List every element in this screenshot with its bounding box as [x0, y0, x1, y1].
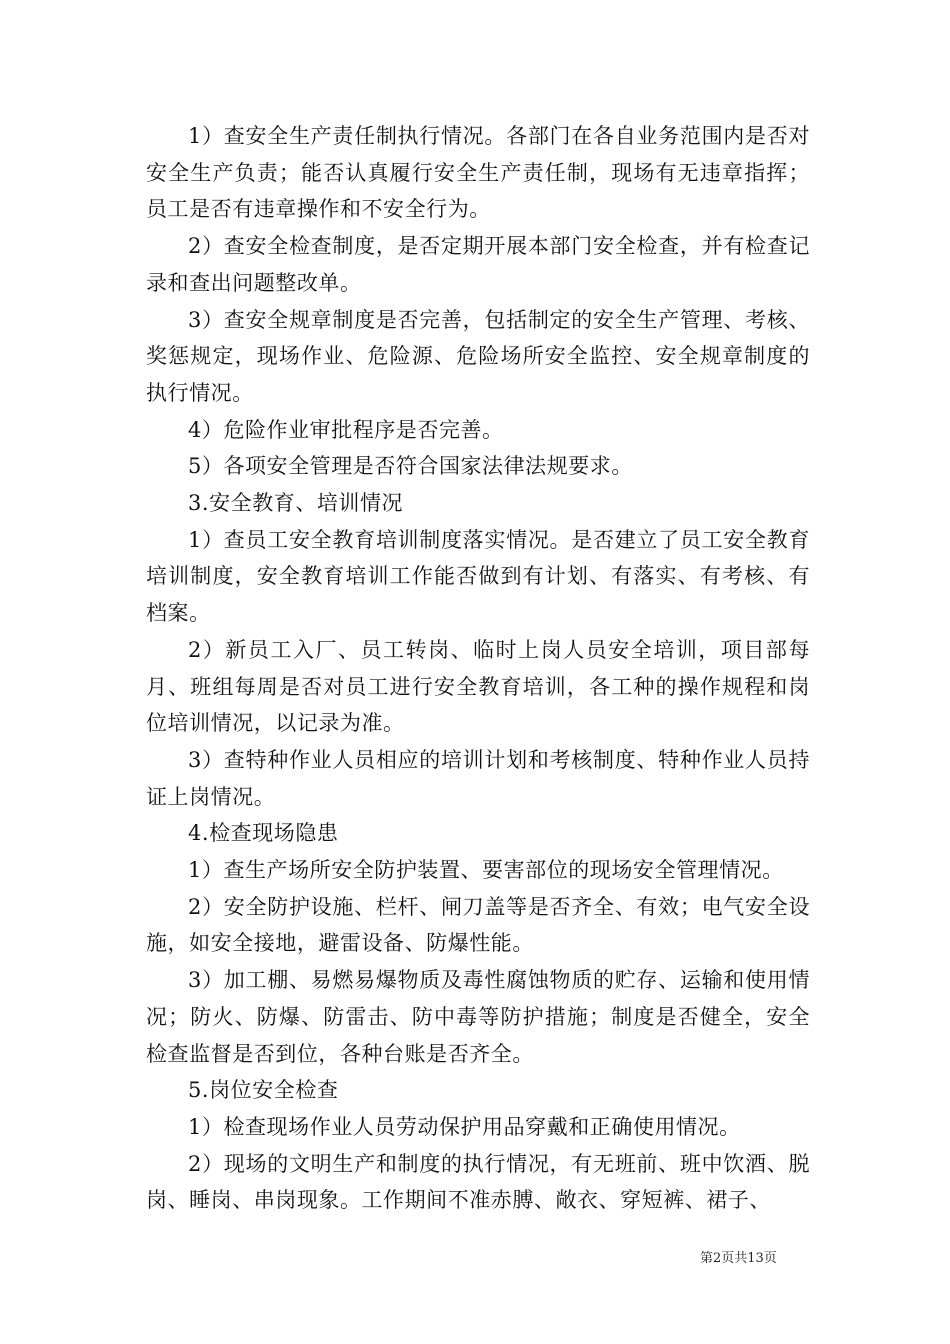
paragraph: 4）危险作业审批程序是否完善。 — [188, 417, 504, 442]
page-number-footer: 第2页共13页 — [700, 1251, 777, 1266]
paragraph: 3）查安全规章制度是否完善，包括制定的安全生产管理、考核、奖惩规定，现场作业、危险源、危险场所安全监控、安全规章制度的执行情况。 — [146, 307, 810, 405]
document-body — [146, 118, 810, 1219]
paragraph: 2）安全防护设施、栏杆、闸刀盖等是否齐全、有效；电气安全设施，如安全接地，避雷设备、防爆性能。 — [146, 894, 810, 956]
section-heading: 3.安全教育、培训情况 — [188, 491, 404, 516]
paragraph: 3）加工棚、易燃易爆物质及毒性腐蚀物质的贮存、运输和使用情况；防火、防爆、防雷击、防中毒等防护措施；制度是否健全，安全检查监督是否到位，各种台账是否齐全。 — [146, 968, 810, 1066]
section-heading: 5.岗位安全检查 — [188, 1078, 339, 1103]
paragraph: 1）查安全生产责任制执行情况。各部门在各自业务范围内是否对安全生产负责；能否认真履行安全生产责任制，现场有无违章指挥；员工是否有违章操作和不安全行为。 — [146, 124, 810, 222]
paragraph: 2）查安全检查制度，是否定期开展本部门安全检查，并有检查记录和查出问题整改单。 — [146, 234, 810, 295]
paragraph: 1）查员工安全教育培训制度落实情况。是否建立了员工安全教育培训制度，安全教育培训工作能否做到有计划、有落实、有考核、有档案。 — [146, 527, 810, 626]
section-heading: 4.检查现场隐患 — [188, 821, 339, 846]
paragraph: 1）检查现场作业人员劳动保护用品穿戴和正确使用情况。 — [188, 1114, 741, 1139]
paragraph: 2）新员工入厂、员工转岗、临时上岗人员安全培训，项目部每月、班组每周是否对员工进行安全教育培训，各工种的操作规程和岗位培训情况，以记录为准。 — [146, 637, 810, 736]
paragraph: 3）查特种作业人员相应的培训计划和考核制度、特种作业人员持证上岗情况。 — [146, 747, 810, 809]
paragraph: 2）现场的文明生产和制度的执行情况，有无班前、班中饮酒、脱岗、睡岗、串岗现象。工作期间不准赤膊、敞衣、穿短裤、裙子、 — [146, 1151, 810, 1213]
paragraph: 1）查生产场所安全防护装置、要害部位的现场安全管理情况。 — [188, 858, 784, 883]
paragraph: 5）各项安全管理是否符合国家法律法规要求。 — [188, 454, 633, 479]
